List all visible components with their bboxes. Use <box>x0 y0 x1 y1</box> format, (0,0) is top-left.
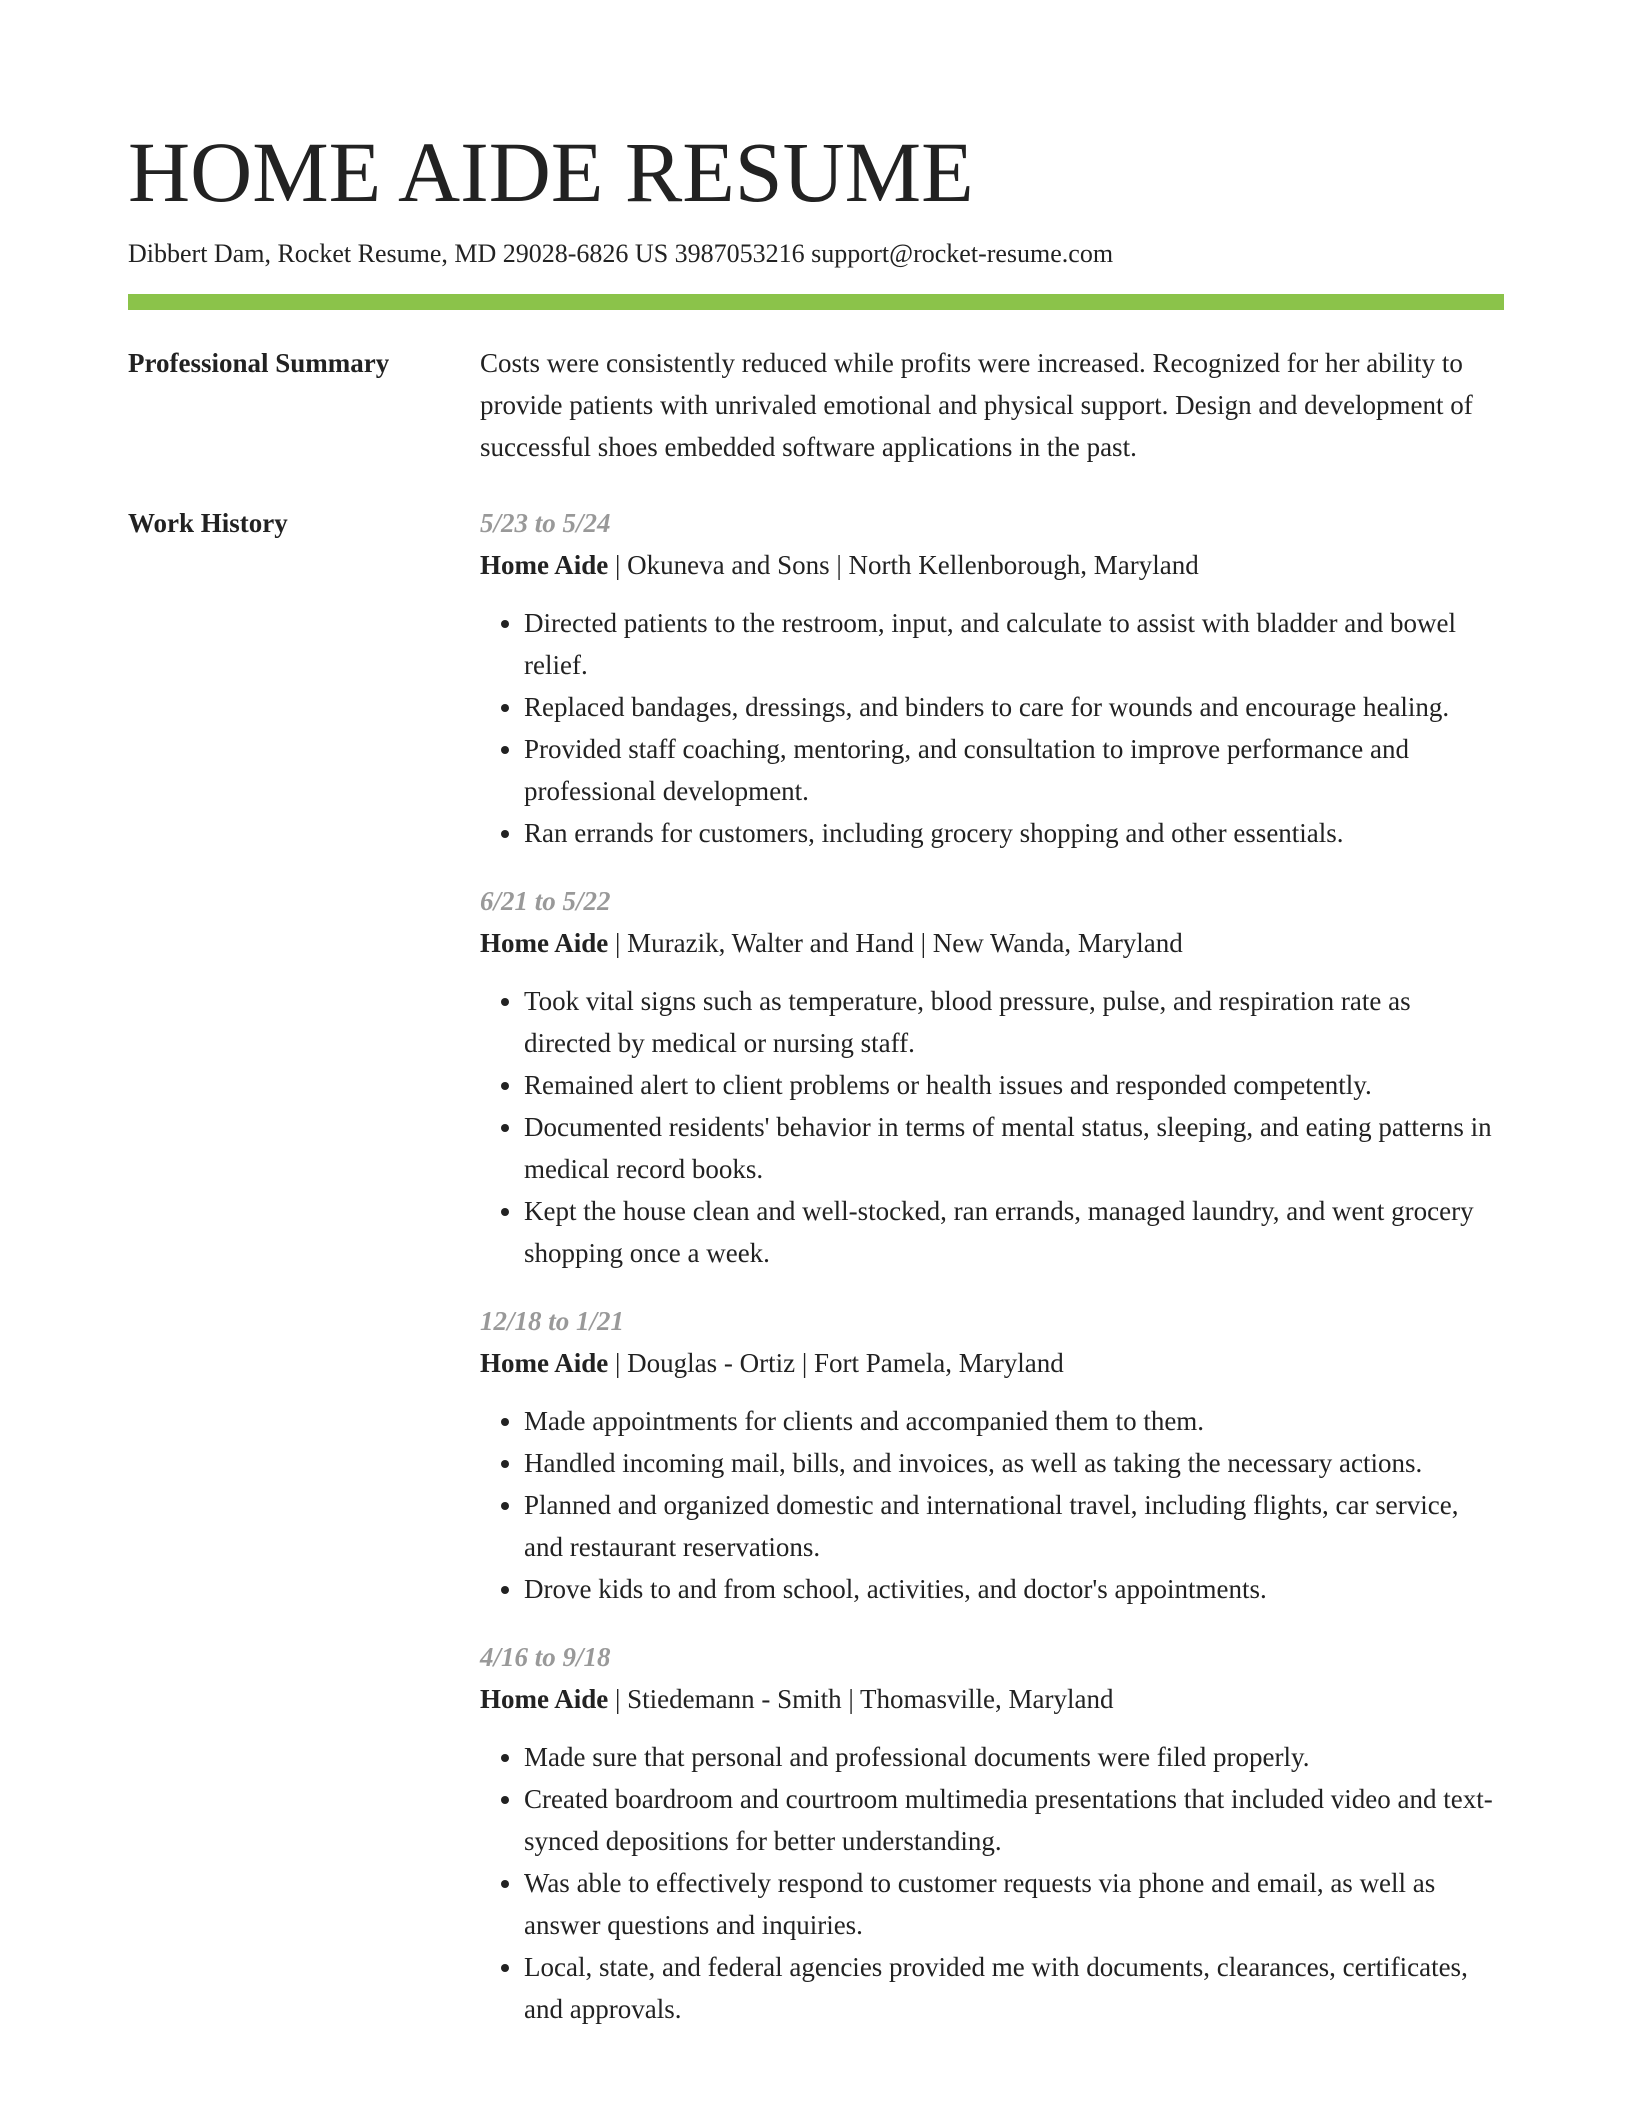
job-heading <box>480 1342 1504 1384</box>
contact-line: Dibbert Dam, Rocket Resume, MD 29028-6826 US 3987053216 support@rocket-resume.com <box>128 239 1114 268</box>
job-dates: 5/23 to 5/24 <box>480 508 611 538</box>
job-heading <box>480 1678 1504 1720</box>
job-bullets <box>480 602 1504 854</box>
job-dates: 6/21 to 5/22 <box>480 886 611 916</box>
job-bullet: • Directed patients to the restroom, input, and calculate to assist with bladder and bowel relief. <box>524 602 1504 686</box>
resume-page <box>128 118 1504 2056</box>
section-label-work: Work History <box>128 508 288 538</box>
job-details: | Okuneva and Sons | North Kellenborough, Maryland <box>608 550 1199 580</box>
job-bullets <box>480 1736 1504 2030</box>
job-entry <box>480 1636 1504 2030</box>
section-label-summary: Professional Summary <box>128 348 390 378</box>
job-bullet: • Handled incoming mail, bills, and invoices, as well as taking the necessary actions. <box>524 1442 1504 1484</box>
job-bullet: • Was able to effectively respond to customer requests via phone and email, as well as answer questions and inquiries. <box>524 1862 1504 1946</box>
job-entry <box>480 880 1504 1274</box>
job-entry <box>480 1300 1504 1610</box>
job-heading <box>480 922 1504 964</box>
job-title: Home Aide <box>480 928 609 958</box>
job-bullet: • Kept the house clean and well-stocked, ran errands, managed laundry, and went grocery shopping once a week. <box>524 1190 1504 1274</box>
job-bullet: • Planned and organized domestic and international travel, including flights, car service, and restaurant reservations. <box>524 1484 1504 1568</box>
job-bullet: • Took vital signs such as temperature, blood pressure, pulse, and respiration rate as directed by medical or nursing staff. <box>524 980 1504 1064</box>
job-heading <box>480 544 1504 586</box>
job-bullet: • Drove kids to and from school, activities, and doctor's appointments. <box>524 1568 1504 1610</box>
job-bullet: • Remained alert to client problems or health issues and responded competently. <box>524 1064 1504 1106</box>
job-list <box>480 502 1504 2056</box>
professional-summary-section <box>128 342 1504 468</box>
header-divider <box>128 294 1504 310</box>
job-bullet: • Ran errands for customers, including grocery shopping and other essentials. <box>524 812 1504 854</box>
job-title: Home Aide <box>480 1348 609 1378</box>
job-details: | Murazik, Walter and Hand | New Wanda, Maryland <box>608 928 1183 958</box>
job-entry <box>480 502 1504 854</box>
job-bullet: • Local, state, and federal agencies provided me with documents, clearances, certificates, and approvals. <box>524 1946 1504 2030</box>
job-bullet: • Provided staff coaching, mentoring, and consultation to improve performance and professional development. <box>524 728 1504 812</box>
job-bullet: • Made appointments for clients and accompanied them to them. <box>524 1400 1504 1442</box>
job-bullets <box>480 1400 1504 1610</box>
job-bullet: • Made sure that personal and professional documents were filed properly. <box>524 1736 1504 1778</box>
job-title: Home Aide <box>480 1684 609 1714</box>
job-details: | Stiedemann - Smith | Thomasville, Maryland <box>608 1684 1114 1714</box>
job-dates: 12/18 to 1/21 <box>480 1306 625 1336</box>
job-dates: 4/16 to 9/18 <box>480 1642 611 1672</box>
work-history-section <box>128 502 1504 2056</box>
job-details: | Douglas - Ortiz | Fort Pamela, Maryland <box>608 1348 1064 1378</box>
job-bullet: • Documented residents' behavior in terms of mental status, sleeping, and eating patterns in medical record books. <box>524 1106 1504 1190</box>
job-bullet: • Replaced bandages, dressings, and binders to care for wounds and encourage healing. <box>524 686 1504 728</box>
job-bullets <box>480 980 1504 1274</box>
resume-title: HOME AIDE RESUME <box>128 124 974 220</box>
job-title: Home Aide <box>480 550 609 580</box>
summary-text: Costs were consistently reduced while profits were increased. Recognized for her ability to provide patients with unrivaled emotional and physical support. Design and development of successful shoes embedded software applications in the past. <box>480 348 1473 462</box>
job-bullet: • Created boardroom and courtroom multimedia presentations that included video and text-synced depositions for better understanding. <box>524 1778 1504 1862</box>
